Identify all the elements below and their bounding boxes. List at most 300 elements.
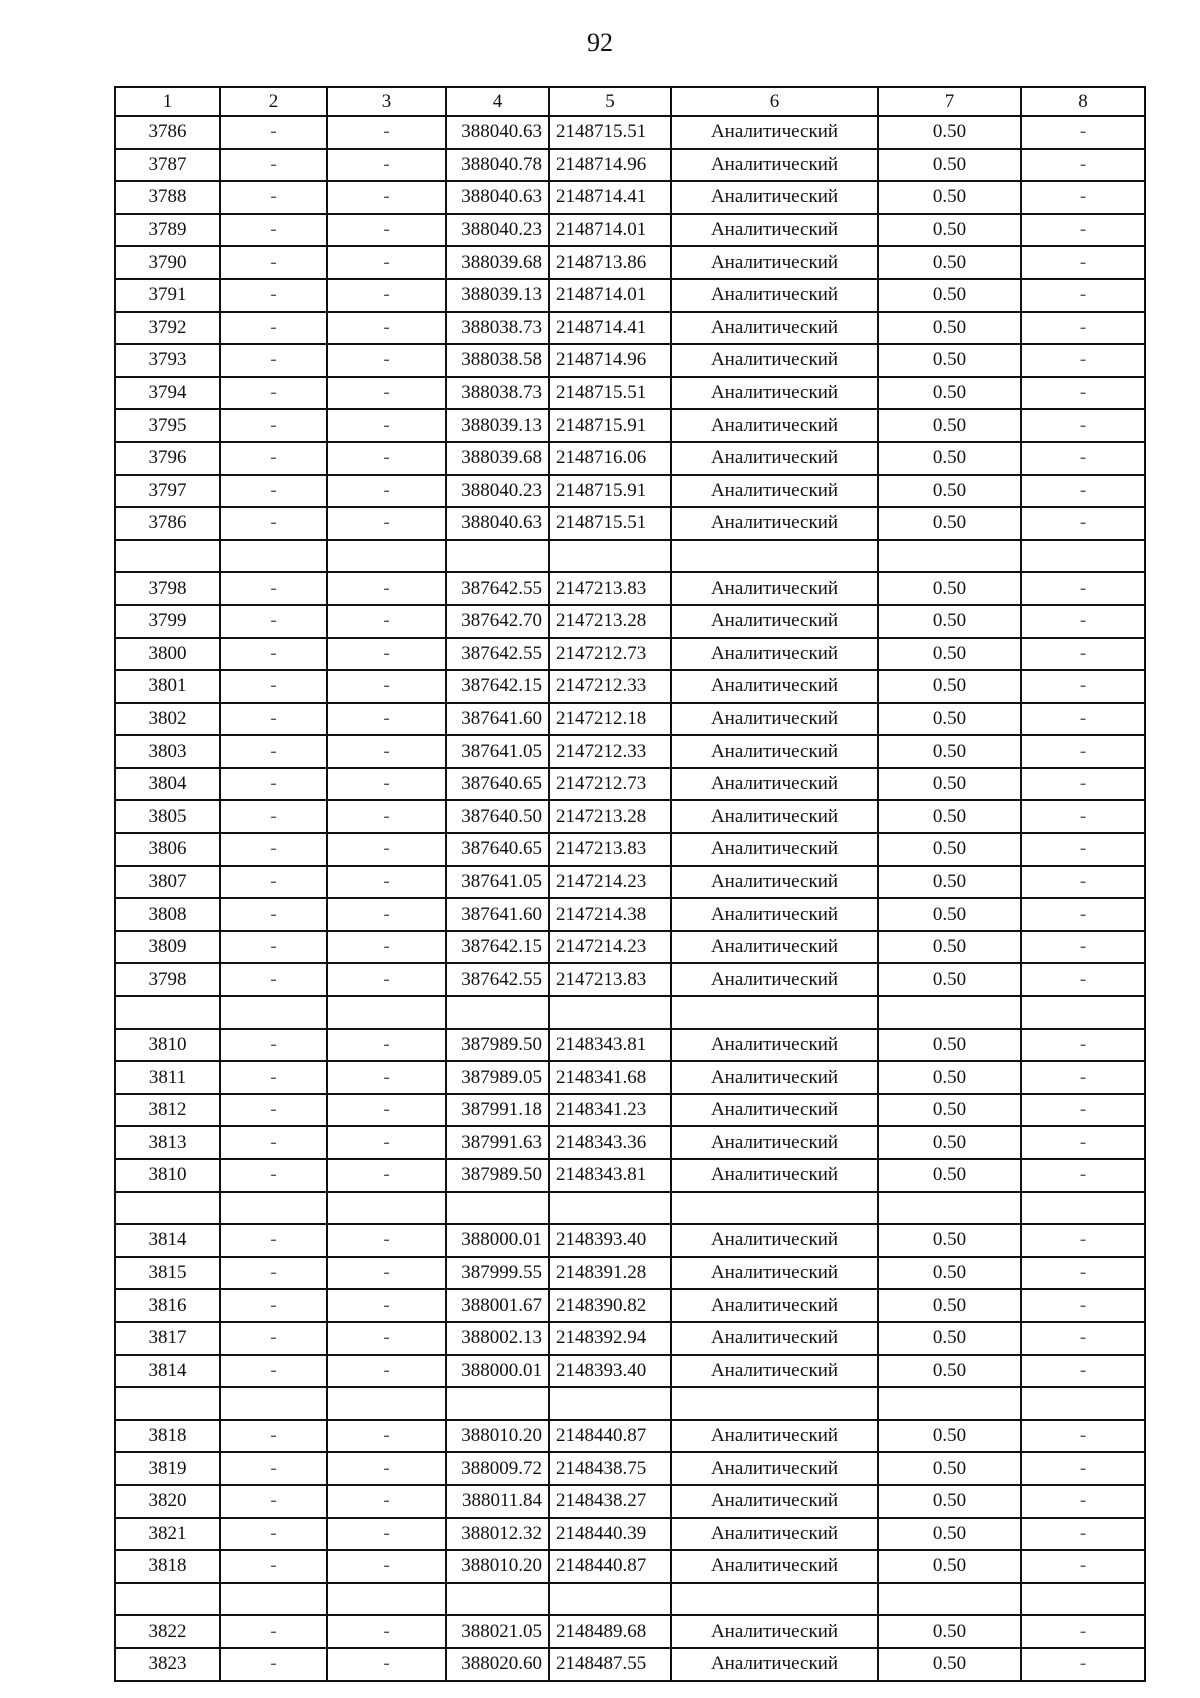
col-8-value: - (1021, 1322, 1145, 1355)
col-3-value: - (327, 1355, 446, 1388)
column-header: 3 (327, 87, 446, 116)
x-coordinate: 387641.05 (446, 735, 549, 768)
col-8-value: - (1021, 246, 1145, 279)
table-row (115, 246, 1145, 279)
column-header: 8 (1021, 87, 1145, 116)
x-coordinate: 387642.55 (446, 963, 549, 996)
table-row (115, 572, 1145, 605)
col-3-value: - (327, 898, 446, 931)
x-coordinate: 387989.05 (446, 1061, 549, 1094)
accuracy-value: 0.50 (878, 1518, 1021, 1551)
point-number: 3795 (115, 409, 220, 442)
x-coordinate: 388039.68 (446, 442, 549, 475)
col-8-value: - (1021, 898, 1145, 931)
accuracy-value: 0.50 (878, 768, 1021, 801)
accuracy-value: 0.50 (878, 605, 1021, 638)
point-number: 3814 (115, 1224, 220, 1257)
table-row (115, 1257, 1145, 1290)
accuracy-value: 0.50 (878, 833, 1021, 866)
table-row (115, 1029, 1145, 1062)
accuracy-value: 0.50 (878, 931, 1021, 964)
x-coordinate: 388039.68 (446, 246, 549, 279)
x-coordinate: 387641.05 (446, 866, 549, 899)
table-row-separator (115, 1387, 1145, 1420)
y-coordinate: 2148714.41 (549, 312, 671, 345)
col-8-value: - (1021, 377, 1145, 410)
point-number: 3791 (115, 279, 220, 312)
coordinates-table (114, 86, 1146, 1682)
method-value: Аналитический (671, 1615, 878, 1648)
method-value (671, 1583, 878, 1616)
point-number: 3817 (115, 1322, 220, 1355)
col-8-value: - (1021, 1029, 1145, 1062)
x-coordinate: 387640.65 (446, 833, 549, 866)
y-coordinate: 2148489.68 (549, 1615, 671, 1648)
col-2-value: - (220, 1224, 327, 1257)
col-2-value: - (220, 1322, 327, 1355)
col-3-value: - (327, 963, 446, 996)
table-row (115, 312, 1145, 345)
y-coordinate: 2148716.06 (549, 442, 671, 475)
point-number: 3818 (115, 1550, 220, 1583)
point-number: 3809 (115, 931, 220, 964)
method-value: Аналитический (671, 1550, 878, 1583)
y-coordinate: 2148715.91 (549, 409, 671, 442)
method-value: Аналитический (671, 1420, 878, 1453)
table-row (115, 1420, 1145, 1453)
table-row (115, 670, 1145, 703)
col-3-value: - (327, 181, 446, 214)
column-header: 6 (671, 87, 878, 116)
col-2-value: - (220, 1452, 327, 1485)
accuracy-value: 0.50 (878, 1452, 1021, 1485)
point-number: 3790 (115, 246, 220, 279)
table-row (115, 344, 1145, 377)
col-2-value: - (220, 377, 327, 410)
col-3-value: - (327, 572, 446, 605)
y-coordinate (549, 1583, 671, 1616)
table-row-separator (115, 1583, 1145, 1616)
col-3-value: - (327, 1061, 446, 1094)
col-2-value: - (220, 442, 327, 475)
col-8-value: - (1021, 1355, 1145, 1388)
y-coordinate: 2148341.68 (549, 1061, 671, 1094)
method-value: Аналитический (671, 931, 878, 964)
col-2-value: - (220, 1126, 327, 1159)
col-3-value: - (327, 670, 446, 703)
col-8-value: - (1021, 1518, 1145, 1551)
col-3-value: - (327, 1224, 446, 1257)
column-header: 5 (549, 87, 671, 116)
table-row (115, 1061, 1145, 1094)
x-coordinate: 388040.63 (446, 181, 549, 214)
point-number: 3787 (115, 149, 220, 182)
col-2-value: - (220, 670, 327, 703)
col-3-value: - (327, 1289, 446, 1322)
y-coordinate: 2148341.23 (549, 1094, 671, 1127)
point-number (115, 540, 220, 573)
method-value: Аналитический (671, 963, 878, 996)
x-coordinate: 388002.13 (446, 1322, 549, 1355)
table-row (115, 149, 1145, 182)
y-coordinate: 2148715.51 (549, 507, 671, 540)
col-2-value: - (220, 703, 327, 736)
col-8-value: - (1021, 605, 1145, 638)
col-3-value: - (327, 116, 446, 149)
table-row (115, 638, 1145, 671)
point-number: 3800 (115, 638, 220, 671)
accuracy-value: 0.50 (878, 312, 1021, 345)
col-8-value: - (1021, 312, 1145, 345)
point-number: 3797 (115, 475, 220, 508)
point-number: 3799 (115, 605, 220, 638)
y-coordinate: 2148392.94 (549, 1322, 671, 1355)
point-number: 3821 (115, 1518, 220, 1551)
col-8-value: - (1021, 507, 1145, 540)
method-value: Аналитический (671, 409, 878, 442)
method-value (671, 1387, 878, 1420)
col-8-value: - (1021, 866, 1145, 899)
accuracy-value: 0.50 (878, 1420, 1021, 1453)
x-coordinate: 387642.15 (446, 670, 549, 703)
x-coordinate: 388001.67 (446, 1289, 549, 1322)
y-coordinate: 2148714.41 (549, 181, 671, 214)
table-row (115, 1289, 1145, 1322)
accuracy-value (878, 540, 1021, 573)
y-coordinate: 2148438.75 (549, 1452, 671, 1485)
point-number: 3820 (115, 1485, 220, 1518)
x-coordinate: 387642.15 (446, 931, 549, 964)
col-2-value: - (220, 963, 327, 996)
col-2-value: - (220, 572, 327, 605)
y-coordinate (549, 996, 671, 1029)
method-value: Аналитический (671, 670, 878, 703)
col-2-value: - (220, 800, 327, 833)
y-coordinate: 2147212.73 (549, 768, 671, 801)
accuracy-value: 0.50 (878, 1224, 1021, 1257)
point-number: 3793 (115, 344, 220, 377)
accuracy-value: 0.50 (878, 116, 1021, 149)
col-2-value: - (220, 638, 327, 671)
col-8-value: - (1021, 1648, 1145, 1681)
x-coordinate (446, 1192, 549, 1225)
x-coordinate: 387989.50 (446, 1029, 549, 1062)
col-3-value: - (327, 1550, 446, 1583)
x-coordinate: 388010.20 (446, 1550, 549, 1583)
col-2-value (220, 1192, 327, 1225)
method-value: Аналитический (671, 572, 878, 605)
method-value: Аналитический (671, 1224, 878, 1257)
method-value (671, 540, 878, 573)
accuracy-value: 0.50 (878, 963, 1021, 996)
accuracy-value: 0.50 (878, 1615, 1021, 1648)
y-coordinate: 2148343.81 (549, 1029, 671, 1062)
method-value: Аналитический (671, 214, 878, 247)
col-2-value (220, 540, 327, 573)
y-coordinate: 2147212.33 (549, 735, 671, 768)
col-8-value: - (1021, 670, 1145, 703)
table-row (115, 1648, 1145, 1681)
col-8-value (1021, 1583, 1145, 1616)
table-row (115, 866, 1145, 899)
x-coordinate: 387640.65 (446, 768, 549, 801)
method-value: Аналитический (671, 1126, 878, 1159)
col-8-value: - (1021, 1224, 1145, 1257)
col-3-value: - (327, 377, 446, 410)
point-number: 3816 (115, 1289, 220, 1322)
col-8-value: - (1021, 1126, 1145, 1159)
table-row (115, 279, 1145, 312)
method-value: Аналитический (671, 638, 878, 671)
col-3-value: - (327, 833, 446, 866)
method-value: Аналитический (671, 833, 878, 866)
x-coordinate: 387642.70 (446, 605, 549, 638)
col-3-value: - (327, 1257, 446, 1290)
accuracy-value: 0.50 (878, 1322, 1021, 1355)
x-coordinate: 387642.55 (446, 572, 549, 605)
point-number: 3815 (115, 1257, 220, 1290)
point-number (115, 1387, 220, 1420)
method-value: Аналитический (671, 1355, 878, 1388)
col-8-value: - (1021, 442, 1145, 475)
x-coordinate: 388040.63 (446, 116, 549, 149)
table-row (115, 1452, 1145, 1485)
table-row (115, 833, 1145, 866)
col-8-value: - (1021, 768, 1145, 801)
table-row-separator (115, 540, 1145, 573)
accuracy-value: 0.50 (878, 214, 1021, 247)
method-value: Аналитический (671, 898, 878, 931)
x-coordinate: 388020.60 (446, 1648, 549, 1681)
col-3-value (327, 1583, 446, 1616)
col-3-value: - (327, 1029, 446, 1062)
col-3-value: - (327, 931, 446, 964)
col-2-value: - (220, 1648, 327, 1681)
col-3-value: - (327, 279, 446, 312)
y-coordinate: 2147213.83 (549, 963, 671, 996)
accuracy-value: 0.50 (878, 670, 1021, 703)
x-coordinate: 388000.01 (446, 1355, 549, 1388)
point-number: 3802 (115, 703, 220, 736)
accuracy-value: 0.50 (878, 866, 1021, 899)
point-number: 3810 (115, 1159, 220, 1192)
col-8-value: - (1021, 1094, 1145, 1127)
x-coordinate: 388039.13 (446, 409, 549, 442)
table-row (115, 963, 1145, 996)
point-number: 3798 (115, 963, 220, 996)
point-number: 3813 (115, 1126, 220, 1159)
col-3-value: - (327, 475, 446, 508)
table-row-separator (115, 996, 1145, 1029)
x-coordinate: 388040.78 (446, 149, 549, 182)
method-value: Аналитический (671, 866, 878, 899)
y-coordinate: 2148714.96 (549, 344, 671, 377)
col-2-value (220, 1583, 327, 1616)
point-number: 3812 (115, 1094, 220, 1127)
col-2-value: - (220, 735, 327, 768)
col-2-value: - (220, 898, 327, 931)
col-3-value: - (327, 1485, 446, 1518)
col-2-value: - (220, 1061, 327, 1094)
column-header: 7 (878, 87, 1021, 116)
method-value: Аналитический (671, 507, 878, 540)
accuracy-value: 0.50 (878, 800, 1021, 833)
y-coordinate: 2148713.86 (549, 246, 671, 279)
col-8-value: - (1021, 475, 1145, 508)
col-8-value: - (1021, 735, 1145, 768)
table-row (115, 214, 1145, 247)
y-coordinate: 2147212.18 (549, 703, 671, 736)
col-3-value: - (327, 605, 446, 638)
method-value: Аналитический (671, 1518, 878, 1551)
accuracy-value: 0.50 (878, 344, 1021, 377)
col-8-value: - (1021, 214, 1145, 247)
point-number: 3786 (115, 507, 220, 540)
col-8-value (1021, 1387, 1145, 1420)
x-coordinate: 387999.55 (446, 1257, 549, 1290)
accuracy-value: 0.50 (878, 1126, 1021, 1159)
accuracy-value: 0.50 (878, 246, 1021, 279)
col-3-value: - (327, 149, 446, 182)
col-8-value: - (1021, 116, 1145, 149)
table-row (115, 1126, 1145, 1159)
accuracy-value (878, 1387, 1021, 1420)
col-2-value: - (220, 214, 327, 247)
y-coordinate: 2148343.81 (549, 1159, 671, 1192)
table-row (115, 1485, 1145, 1518)
x-coordinate (446, 996, 549, 1029)
table-row (115, 409, 1145, 442)
x-coordinate: 388011.84 (446, 1485, 549, 1518)
accuracy-value (878, 996, 1021, 1029)
method-value: Аналитический (671, 1648, 878, 1681)
method-value: Аналитический (671, 312, 878, 345)
col-2-value: - (220, 1355, 327, 1388)
method-value: Аналитический (671, 149, 878, 182)
method-value: Аналитический (671, 800, 878, 833)
col-2-value: - (220, 1289, 327, 1322)
col-3-value (327, 1192, 446, 1225)
table-row (115, 475, 1145, 508)
table-row (115, 703, 1145, 736)
x-coordinate: 388038.58 (446, 344, 549, 377)
method-value: Аналитический (671, 116, 878, 149)
table-row-separator (115, 1192, 1145, 1225)
col-2-value: - (220, 475, 327, 508)
col-8-value: - (1021, 1289, 1145, 1322)
method-value: Аналитический (671, 1322, 878, 1355)
point-number: 3818 (115, 1420, 220, 1453)
table-row (115, 116, 1145, 149)
column-header: 2 (220, 87, 327, 116)
col-3-value (327, 540, 446, 573)
table-row (115, 1094, 1145, 1127)
point-number: 3811 (115, 1061, 220, 1094)
col-2-value: - (220, 1518, 327, 1551)
y-coordinate: 2147213.83 (549, 833, 671, 866)
x-coordinate: 387991.18 (446, 1094, 549, 1127)
col-2-value: - (220, 507, 327, 540)
col-2-value: - (220, 833, 327, 866)
method-value: Аналитический (671, 1257, 878, 1290)
col-2-value: - (220, 1550, 327, 1583)
col-3-value: - (327, 1322, 446, 1355)
x-coordinate: 388040.63 (446, 507, 549, 540)
col-8-value (1021, 996, 1145, 1029)
accuracy-value (878, 1192, 1021, 1225)
point-number: 3814 (115, 1355, 220, 1388)
col-8-value: - (1021, 1257, 1145, 1290)
col-3-value: - (327, 800, 446, 833)
point-number: 3804 (115, 768, 220, 801)
col-2-value: - (220, 931, 327, 964)
accuracy-value: 0.50 (878, 409, 1021, 442)
table-row (115, 1322, 1145, 1355)
accuracy-value: 0.50 (878, 1029, 1021, 1062)
point-number (115, 996, 220, 1029)
accuracy-value: 0.50 (878, 1289, 1021, 1322)
col-8-value: - (1021, 800, 1145, 833)
table-row (115, 377, 1145, 410)
method-value: Аналитический (671, 377, 878, 410)
col-8-value: - (1021, 833, 1145, 866)
method-value: Аналитический (671, 1061, 878, 1094)
col-8-value: - (1021, 703, 1145, 736)
accuracy-value: 0.50 (878, 181, 1021, 214)
col-2-value: - (220, 1159, 327, 1192)
method-value: Аналитический (671, 1029, 878, 1062)
col-2-value: - (220, 1257, 327, 1290)
accuracy-value: 0.50 (878, 1159, 1021, 1192)
accuracy-value: 0.50 (878, 377, 1021, 410)
table-row (115, 605, 1145, 638)
col-3-value: - (327, 735, 446, 768)
point-number: 3806 (115, 833, 220, 866)
x-coordinate: 388038.73 (446, 377, 549, 410)
x-coordinate: 388000.01 (446, 1224, 549, 1257)
page-number: 92 (587, 28, 613, 57)
col-3-value: - (327, 409, 446, 442)
accuracy-value: 0.50 (878, 475, 1021, 508)
header-row (115, 87, 1145, 116)
col-3-value: - (327, 1094, 446, 1127)
accuracy-value: 0.50 (878, 1257, 1021, 1290)
y-coordinate: 2148715.51 (549, 377, 671, 410)
table-header (115, 87, 1145, 116)
table-row (115, 442, 1145, 475)
col-2-value: - (220, 344, 327, 377)
table-row (115, 1615, 1145, 1648)
y-coordinate: 2148714.01 (549, 279, 671, 312)
x-coordinate: 387640.50 (446, 800, 549, 833)
method-value: Аналитический (671, 181, 878, 214)
accuracy-value: 0.50 (878, 442, 1021, 475)
x-coordinate: 388010.20 (446, 1420, 549, 1453)
method-value (671, 1192, 878, 1225)
method-value: Аналитический (671, 735, 878, 768)
col-2-value: - (220, 116, 327, 149)
col-8-value: - (1021, 181, 1145, 214)
accuracy-value: 0.50 (878, 572, 1021, 605)
accuracy-value: 0.50 (878, 703, 1021, 736)
y-coordinate: 2148487.55 (549, 1648, 671, 1681)
x-coordinate (446, 1387, 549, 1420)
method-value: Аналитический (671, 246, 878, 279)
y-coordinate: 2148715.91 (549, 475, 671, 508)
point-number: 3803 (115, 735, 220, 768)
col-8-value: - (1021, 149, 1145, 182)
y-coordinate: 2148440.39 (549, 1518, 671, 1551)
